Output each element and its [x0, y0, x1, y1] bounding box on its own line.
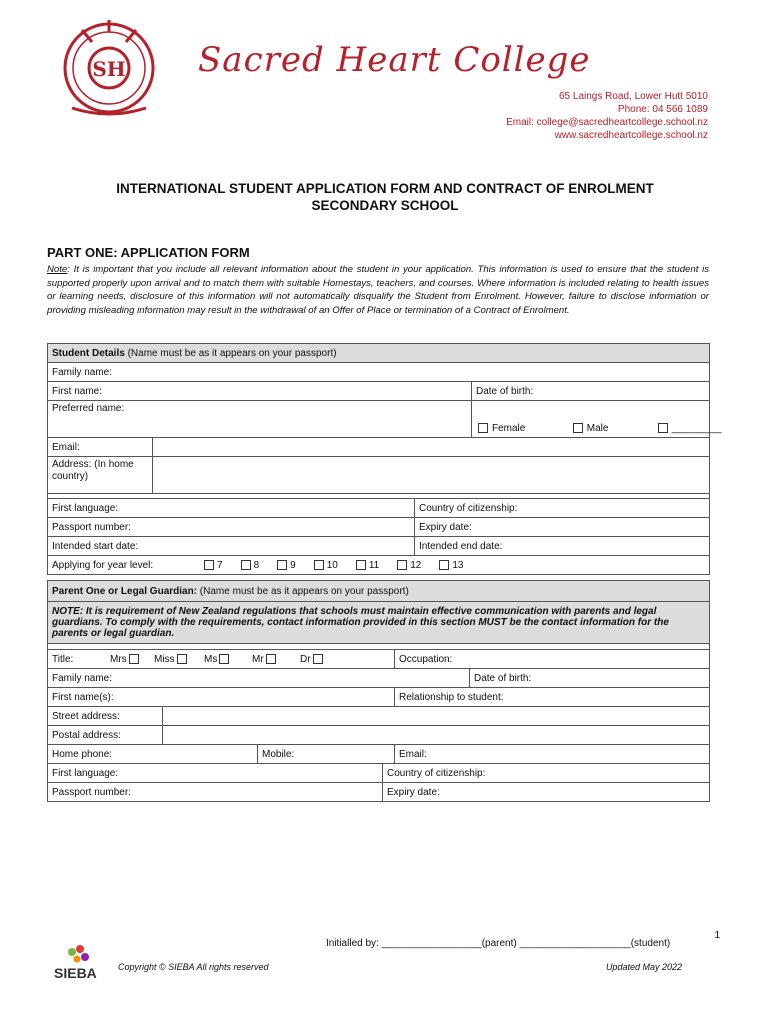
student-dob-field[interactable]: Date of birth:	[472, 382, 710, 401]
year-level-label: Applying for year level:	[52, 559, 154, 571]
guardian-dob-field[interactable]: Date of birth:	[470, 669, 710, 688]
guardian-expiry-field[interactable]: Expiry date:	[383, 783, 710, 802]
college-contact	[506, 90, 708, 142]
female-checkbox[interactable]	[478, 423, 488, 433]
title-line-2: SECONDARY SCHOOL	[311, 198, 459, 213]
guardian-postal-field[interactable]	[163, 726, 710, 745]
page-number: 1	[714, 930, 720, 941]
male-checkbox[interactable]	[573, 423, 583, 433]
student-citizenship-field[interactable]: Country of citizenship:	[415, 499, 710, 518]
guardian-postal-label: Postal address:	[48, 726, 163, 745]
student-family-name-field[interactable]: Family name:	[48, 363, 710, 382]
initialled-by-line: Initialled by: __________________(parent) ____________________(student)	[326, 938, 671, 949]
student-address-field[interactable]	[153, 457, 710, 494]
guardian-note: NOTE: It is requirement of New Zealand regulations that schools must maintain effective communication with parents and legal guardians. To comply with the requirements, contact information provided in this section MUST be the contact information for the parents or legal guardian.	[48, 602, 710, 644]
year-7-option[interactable]: 7	[204, 560, 223, 571]
mrs-option[interactable]: Mrs	[110, 654, 154, 665]
student-details-table	[47, 343, 722, 575]
student-passport-field[interactable]: Passport number:	[48, 518, 415, 537]
college-email: Email: college@sacredheartcollege.school.nz	[506, 117, 708, 128]
year-12-option[interactable]: 12	[397, 560, 421, 571]
guardian-title-row: Title: Mrs Miss Ms Mr Dr	[48, 650, 395, 669]
guardian-first-names-field[interactable]: First name(s):	[48, 688, 395, 707]
student-preferred-name-field[interactable]: Preferred name:	[48, 401, 472, 438]
student-details-header: Student Details (Name must be as it appears on your passport)	[48, 344, 710, 363]
college-website: www.sacredheartcollege.school.nz	[554, 130, 708, 141]
student-address-label: Address: (In home country)	[48, 457, 153, 494]
guardian-family-name-field[interactable]: Family name:	[48, 669, 470, 688]
student-start-date-field[interactable]: Intended start date:	[48, 537, 415, 556]
year-level-row	[48, 556, 710, 575]
guardian-passport-field[interactable]: Passport number:	[48, 783, 383, 802]
mr-option[interactable]: Mr	[252, 654, 300, 665]
year-8-option[interactable]: 8	[241, 560, 260, 571]
title-line-1: INTERNATIONAL STUDENT APPLICATION FORM AND CONTRACT OF ENROLMENT	[116, 181, 654, 196]
document-title	[40, 180, 730, 214]
guardian-home-phone-field[interactable]: Home phone:	[48, 745, 258, 764]
sieba-logo	[50, 944, 112, 986]
guardian-relationship-field[interactable]: Relationship to student:	[395, 688, 710, 707]
guardian-details-table	[47, 580, 710, 802]
part-one-heading: PART ONE: APPLICATION FORM	[47, 245, 250, 260]
college-name: Sacred Heart College	[198, 40, 591, 80]
student-expiry-field[interactable]: Expiry date:	[415, 518, 710, 537]
student-email-field[interactable]	[153, 438, 710, 457]
year-13-option[interactable]: 13	[439, 560, 463, 571]
student-gender-options: Female Male _________	[472, 419, 710, 438]
student-first-language-field[interactable]: First language:	[48, 499, 415, 518]
guardian-occupation-field[interactable]: Occupation:	[395, 650, 710, 669]
miss-option[interactable]: Miss	[154, 654, 204, 665]
updated-date: Updated May 2022	[605, 962, 682, 972]
student-email-label: Email:	[48, 438, 153, 457]
college-address: 65 Laings Road, Lower Hutt 5010	[559, 91, 708, 102]
guardian-first-language-field[interactable]: First language:	[48, 764, 383, 783]
guardian-details-header: Parent One or Legal Guardian: (Name must be as it appears on your passport)	[48, 581, 710, 602]
guardian-citizenship-field[interactable]: Country of citizenship:	[383, 764, 710, 783]
year-11-option[interactable]: 11	[356, 560, 379, 571]
note-text: : It is important that you include all relevant information about the student in your application. This information is used to ensure that the student is supported properly upon arrival and to match them with suitable Homestays, teachers, and courses. Where information is included relating to health issues or learning needs, disclosure of this information will not automatically disqualify the Student from Enrolment. However, failure to disclose information or providing misleading information may result in the withdrawal of an Offer of Place or termination of a Contract of Enrolment.	[47, 264, 709, 316]
note-label: Note	[47, 264, 68, 275]
dr-option[interactable]: Dr	[300, 654, 327, 665]
year-9-option[interactable]: 9	[277, 560, 296, 571]
guardian-street-field[interactable]	[163, 707, 710, 726]
guardian-email-field[interactable]: Email:	[395, 745, 710, 764]
college-phone: Phone: 04 566 1089	[617, 104, 708, 115]
student-first-name-field[interactable]: First name:	[48, 382, 472, 401]
year-10-option[interactable]: 10	[314, 560, 338, 571]
other-gender-checkbox[interactable]	[658, 423, 668, 433]
part-one-note	[47, 263, 709, 317]
student-end-date-field[interactable]: Intended end date:	[415, 537, 710, 556]
sieba-logo-text: SIEBA	[54, 965, 97, 981]
guardian-street-label: Street address:	[48, 707, 163, 726]
guardian-mobile-field[interactable]: Mobile:	[258, 745, 395, 764]
copyright: Copyright © SIEBA All rights reserved	[118, 962, 269, 972]
college-crest-logo	[62, 16, 157, 116]
svg-text:SH: SH	[92, 57, 126, 81]
ms-option[interactable]: Ms	[204, 654, 252, 665]
